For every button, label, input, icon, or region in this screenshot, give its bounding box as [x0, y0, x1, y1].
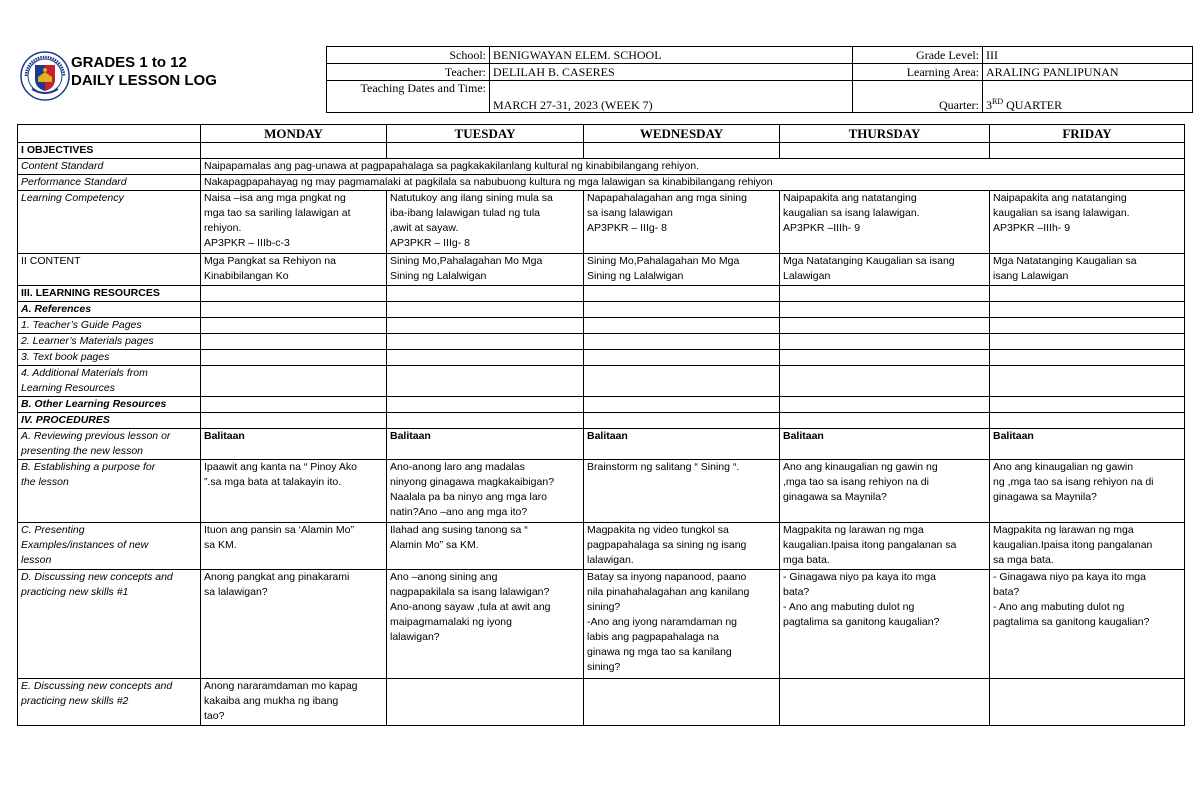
- cell-line: -Ano ang iyong naramdaman ng: [587, 616, 738, 628]
- cell-line: Ipaawit ang kanta na “ Pinoy Ako: [204, 461, 357, 473]
- cell-line: Magpakita ng larawan ng mga: [783, 524, 924, 536]
- purpose-label: [18, 460, 201, 523]
- day-thursday: THURSDAY: [780, 125, 990, 143]
- cell-line: kaugalian sa isang lalawigan.: [783, 207, 920, 219]
- cell-line: AP3PKR – IIIg- 8: [587, 222, 667, 234]
- performance-standard-label: Performance Standard: [18, 175, 201, 191]
- reviewing-cell: Balitaan: [990, 429, 1185, 460]
- content-cell: [201, 254, 387, 286]
- row-procedures: [18, 413, 1185, 429]
- day-tuesday: TUESDAY: [387, 125, 584, 143]
- row-objectives: [18, 143, 1185, 159]
- other-label: B. Other Learning Resources: [18, 397, 201, 413]
- area-value: ARALING PANLIPUNAN: [983, 64, 1193, 81]
- competency-cell: [201, 191, 387, 254]
- content-standard-label: Content Standard: [18, 159, 201, 175]
- day-monday: MONDAY: [201, 125, 387, 143]
- competency-cell: [780, 191, 990, 254]
- resources-label: III. LEARNING RESOURCES: [18, 286, 201, 302]
- cell-line: ng ,mga tao sa isang rehiyon na di: [993, 476, 1154, 488]
- content-label: II CONTENT: [18, 254, 201, 286]
- cell-line: sa isang lalawigan: [587, 207, 673, 219]
- title-line-daily-log: DAILY LESSON LOG: [71, 72, 217, 89]
- row-references: [18, 302, 1185, 318]
- cell-line: bata?: [993, 586, 1020, 598]
- cell-line: the lesson: [21, 476, 69, 488]
- cell-line: tao?: [204, 710, 225, 722]
- info-row-teacher: [327, 64, 1193, 81]
- learner-label: 2. Learner’s Materials pages: [18, 334, 201, 350]
- presenting-cell: [584, 523, 780, 570]
- cell-line: - Ginagawa niyo pa kaya ito mga: [993, 571, 1146, 583]
- cell-line: ”.sa mga bata at talakayin ito.: [204, 476, 342, 488]
- purpose-cell: [584, 460, 780, 523]
- content-cell: [990, 254, 1185, 286]
- grade-label: Grade Level:: [853, 47, 983, 64]
- cell-line: B. Establishing a purpose for: [21, 461, 156, 473]
- cell-line: AP3PKR – IIIb-c-3: [204, 237, 290, 249]
- discussing1-cell: [201, 570, 387, 679]
- log-title: [71, 54, 316, 90]
- cell-line: Ano ang kinaugalian ng gawin ng: [783, 461, 938, 473]
- competency-cell: [584, 191, 780, 254]
- row-competency: [18, 191, 1185, 254]
- cell-line: iba-ibang lalawigan tulad ng tula: [390, 207, 541, 219]
- cell-line: practicing new skills #2: [21, 695, 129, 707]
- cell-line: sa KM.: [204, 539, 237, 551]
- cell-line: Brainstorm ng salitang “ Sining “.: [587, 461, 740, 473]
- row-other: [18, 397, 1185, 413]
- row-content: [18, 254, 1185, 286]
- cell-line: Magpakita ng video tungkol sa: [587, 524, 729, 536]
- cell-line: C. Presenting: [21, 524, 85, 536]
- cell-line: Ano ang kinaugalian ng gawin: [993, 461, 1134, 473]
- objectives-label: I OBJECTIVES: [18, 143, 201, 159]
- cell-line: 4. Additional Materials from: [21, 367, 148, 379]
- presenting-cell: [201, 523, 387, 570]
- discussing2-cell: [584, 679, 780, 726]
- reviewing-label: [18, 429, 201, 460]
- guide-label: 1. Teacher’s Guide Pages: [18, 318, 201, 334]
- cell-line: natin?Ano –ano ang mga ito?: [390, 506, 528, 518]
- area-label: Learning Area:: [853, 64, 983, 81]
- cell-line: kakaiba ang mukha ng ibang: [204, 695, 339, 707]
- cell-line: isang Lalawigan: [993, 270, 1069, 282]
- day-wednesday: WEDNESDAY: [584, 125, 780, 143]
- row-additional: [18, 366, 1185, 397]
- cell-line: Magpakita ng larawan ng mga: [993, 524, 1134, 536]
- cell-line: AP3PKR –IIIh- 9: [993, 222, 1071, 234]
- discussing1-cell: [780, 570, 990, 679]
- cell-line: Napapahalagahan ang mga sining: [587, 192, 747, 204]
- cell-line: A. Reviewing previous lesson or: [21, 430, 171, 442]
- additional-label: [18, 366, 201, 397]
- content-cell: [780, 254, 990, 286]
- cell-line: - Ano ang mabuting dulot ng: [783, 601, 915, 613]
- references-label: A. References: [18, 302, 201, 318]
- cell-line: Ituon ang pansin sa ‘Alamin Mo”: [204, 524, 354, 536]
- cell-line: ,mga tao sa isang rehiyon na di: [783, 476, 929, 488]
- cell-line: Sining ng Lalalwigan: [587, 270, 684, 282]
- cell-line: pagtalima sa ganitong kaugalian?: [993, 616, 1150, 628]
- cell-line: Kinabibilangan Ko: [204, 270, 289, 282]
- row-purpose: [18, 460, 1185, 523]
- cell-line: Sining Mo,Pahalagahan Mo Mga: [587, 255, 740, 267]
- cell-line: - Ano ang mabuting dulot ng: [993, 601, 1125, 613]
- cell-line: Natutukoy ang ilang sining mula sa: [390, 192, 553, 204]
- cell-line: pagpapahalaga sa sining ng isang: [587, 539, 747, 551]
- day-header-row: [18, 125, 1185, 143]
- purpose-cell: [387, 460, 584, 523]
- cell-line: Naipapakita ang natatanging: [783, 192, 917, 204]
- cell-line: AP3PKR – IIIg- 8: [390, 237, 470, 249]
- row-reviewing: [18, 429, 1185, 460]
- lesson-table: [17, 124, 1185, 726]
- cell-line: ginagawa sa Maynila?: [783, 491, 887, 503]
- dates-value: MARCH 27-31, 2023 (WEEK 7): [490, 81, 853, 113]
- row-learner: [18, 334, 1185, 350]
- cell-line: Ano-anong sayaw ,tula at awit ang: [390, 601, 551, 613]
- cell-line: practicing new skills #1: [21, 586, 129, 598]
- cell-line: labis ang pagpapahalaga na: [587, 631, 719, 643]
- cell-line: pagtalima sa ganitong kaugalian?: [783, 616, 940, 628]
- cell-line: Ano-anong laro ang madalas: [390, 461, 525, 473]
- presenting-cell: [990, 523, 1185, 570]
- info-row-school: [327, 47, 1193, 64]
- teacher-label: Teacher:: [327, 64, 490, 81]
- cell-line: Examples/instances of new: [21, 539, 149, 551]
- discussing2-cell: [990, 679, 1185, 726]
- textbook-label: 3. Text book pages: [18, 350, 201, 366]
- cell-line: Mga Pangkat sa Rehiyon na: [204, 255, 336, 267]
- school-value: BENIGWAYAN ELEM. SCHOOL: [490, 47, 853, 64]
- cell-line: D. Discussing new concepts and: [21, 571, 173, 583]
- cell-line: Batay sa inyong napanood, paano: [587, 571, 747, 583]
- discussing2-cell: [780, 679, 990, 726]
- competency-cell: [387, 191, 584, 254]
- row-discussing-2: [18, 679, 1185, 726]
- cell-line: ginawa ng mga tao sa kanilang: [587, 646, 732, 658]
- cell-line: Mga Natatanging Kaugalian sa: [993, 255, 1137, 267]
- reviewing-cell: Balitaan: [780, 429, 990, 460]
- purpose-cell: [201, 460, 387, 523]
- cell-line: - Ginagawa niyo pa kaya ito mga: [783, 571, 936, 583]
- discussing2-cell: [201, 679, 387, 726]
- cell-line: Learning Resources: [21, 382, 115, 394]
- reviewing-cell: Balitaan: [387, 429, 584, 460]
- cell-line: presenting the new lesson: [21, 445, 143, 457]
- cell-line: Mga Natatanging Kaugalian sa isang: [783, 255, 955, 267]
- row-resources: [18, 286, 1185, 302]
- presenting-cell: [387, 523, 584, 570]
- row-guide: [18, 318, 1185, 334]
- discussing2-cell: [387, 679, 584, 726]
- teacher-value: DELILAH B. CASERES: [490, 64, 853, 81]
- cell-line: Naisa –isa ang mga pngkat ng: [204, 192, 346, 204]
- content-standard-text: Naipapamalas ang pag-unawa at pagpapahalaga sa pagkakakilanlang kultural ng kinabibilangang rehiyon.: [201, 159, 1185, 175]
- discussing1-cell: [387, 570, 584, 679]
- cell-line: ginagawa sa Maynila?: [993, 491, 1097, 503]
- cell-line: Anong pangkat ang pinakarami: [204, 571, 350, 583]
- cell-line: Ilahad ang susing tanong sa “: [390, 524, 528, 536]
- purpose-cell: [990, 460, 1185, 523]
- discussing1-cell: [584, 570, 780, 679]
- cell-line: sining?: [587, 601, 621, 613]
- deped-seal-icon: [20, 51, 70, 101]
- reviewing-cell: Balitaan: [584, 429, 780, 460]
- cell-line: AP3PKR –IIIh- 9: [783, 222, 861, 234]
- cell-line: sining?: [587, 661, 621, 673]
- content-cell: [387, 254, 584, 286]
- content-cell: [584, 254, 780, 286]
- discussing1-label: [18, 570, 201, 679]
- cell-line: mga tao sa sariling lalawigan at: [204, 207, 351, 219]
- row-content-standard: [18, 159, 1185, 175]
- presenting-label: [18, 523, 201, 570]
- cell-line: nila pinahahalagahan ang kanilang: [587, 586, 750, 598]
- title-line-grades: GRADES 1 to 12: [71, 54, 187, 71]
- cell-line: lesson: [21, 554, 52, 566]
- quarter-value: 3RD QUARTER: [983, 81, 1193, 113]
- quarter-label: Quarter:: [853, 81, 983, 113]
- dates-label: Teaching Dates and Time:: [327, 81, 490, 113]
- header-blank: [18, 125, 201, 143]
- grade-value: III: [983, 47, 1193, 64]
- cell-line: Sining ng Lalalwigan: [390, 270, 487, 282]
- cell-line: Naipapakita ang natatanging: [993, 192, 1127, 204]
- procedures-label: IV. PROCEDURES: [18, 413, 201, 429]
- cell-line: lalawigan?: [390, 631, 440, 643]
- day-friday: FRIDAY: [990, 125, 1185, 143]
- cell-line: nagpapakilala sa isang lalawigan?: [390, 586, 550, 598]
- purpose-cell: [780, 460, 990, 523]
- cell-line: bata?: [783, 586, 810, 598]
- discussing1-cell: [990, 570, 1185, 679]
- cell-line: maipagmamalaki ng iyong: [390, 616, 512, 628]
- competency-cell: [990, 191, 1185, 254]
- school-label: School:: [327, 47, 490, 64]
- row-discussing-1: [18, 570, 1185, 679]
- cell-line: kaugalian.Ipaisa itong pangalanan: [993, 539, 1153, 551]
- row-presenting: [18, 523, 1185, 570]
- row-performance-standard: [18, 175, 1185, 191]
- presenting-cell: [780, 523, 990, 570]
- cell-line: kaugalian sa isang lalawigan.: [993, 207, 1130, 219]
- discussing2-label: [18, 679, 201, 726]
- cell-line: Sining Mo,Pahalagahan Mo Mga: [390, 255, 543, 267]
- cell-line: Ano –anong sining ang: [390, 571, 498, 583]
- cell-line: sa lalawigan?: [204, 586, 268, 598]
- cell-line: Lalawigan: [783, 270, 831, 282]
- cell-line: ,awit at sayaw.: [390, 222, 459, 234]
- info-row-dates: [327, 81, 1193, 113]
- cell-line: lalawigan.: [587, 554, 634, 566]
- cell-line: sa mga bata.: [993, 554, 1054, 566]
- cell-line: Alamin Mo” sa KM.: [390, 539, 479, 551]
- reviewing-cell: Balitaan: [201, 429, 387, 460]
- cell-line: Naalala pa ba ninyo ang mga laro: [390, 491, 548, 503]
- cell-line: E. Discussing new concepts and: [21, 680, 173, 692]
- cell-line: kaugalian.Ipaisa itong pangalanan sa: [783, 539, 957, 551]
- cell-line: mga bata.: [783, 554, 830, 566]
- competency-label: Learning Competency: [18, 191, 201, 254]
- row-textbook: [18, 350, 1185, 366]
- cell-line: ninyong ginagawa magkakaibigan?: [390, 476, 555, 488]
- cell-line: rehiyon.: [204, 222, 242, 234]
- performance-standard-text: Nakapagpapahayag ng may pagmamalaki at pagkilala sa nabubuong kultura ng mga lalawigan sa kinabibilangang rehiyon: [201, 175, 1185, 191]
- cell-line: Anong nararamdaman mo kapag: [204, 680, 358, 692]
- info-table: [326, 46, 1193, 113]
